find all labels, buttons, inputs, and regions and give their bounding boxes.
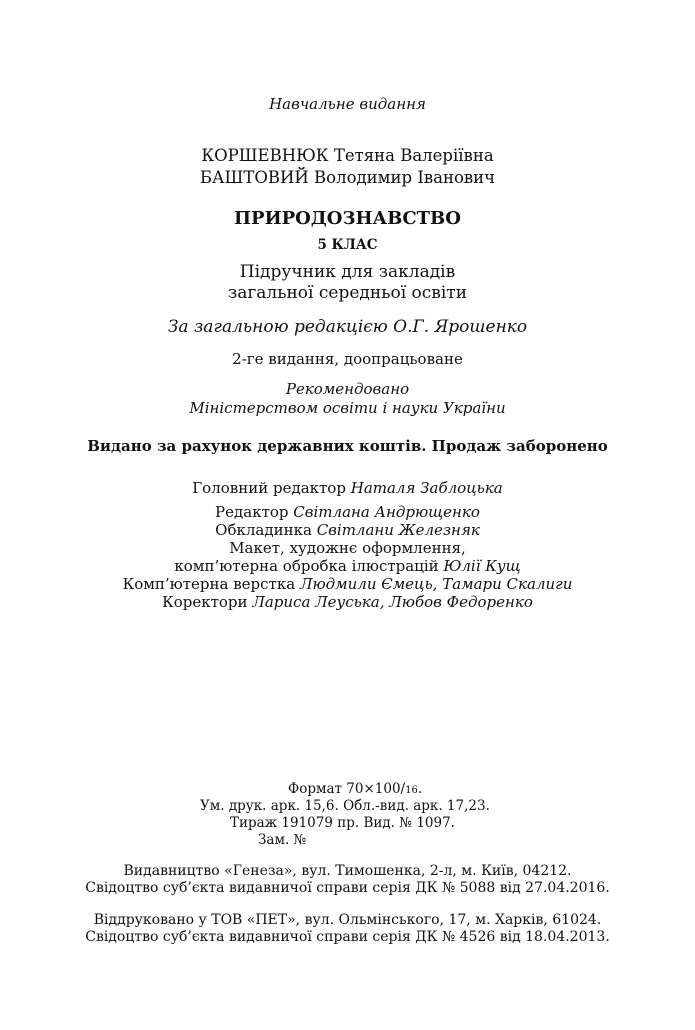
recommended-line-1: Рекомендовано [285, 380, 410, 398]
layout-credit: Макет, художнє оформлення, [229, 539, 466, 557]
proofreaders-label: Коректори [162, 593, 248, 611]
publisher-line-2: Свідоцтво суб’єкта видавничої справи серія ДК № 5088 від 27.04.2016. [85, 880, 610, 896]
typesetting-credit [0, 575, 695, 593]
author-2 [0, 168, 695, 187]
chief-editor [0, 479, 695, 497]
cover-credit [0, 521, 695, 539]
author-1 [0, 146, 695, 165]
cover-name: Світлани Железняк [316, 521, 480, 539]
subtitle-line-1: Підручник для закладів [239, 262, 456, 282]
typesetting-label: Комп’ютерна верстка [122, 575, 296, 593]
illustrations-name: Юлії Кущ [443, 557, 521, 575]
format-end: . [417, 781, 423, 797]
illustrations-credit [0, 557, 695, 575]
proofreaders-name: Лариса Леуська, Любов Федоренко [252, 593, 533, 611]
print-run-spec: Тираж 191079 пр. Вид. № 1097. [230, 815, 455, 831]
format-spec [288, 781, 422, 797]
subtitle-line-2: загальної середньої освіти [227, 283, 468, 303]
book-title: ПРИРОДОЗНАВСТВО [234, 208, 461, 229]
recommended-line-2: Міністерством освіти і науки України [189, 399, 506, 417]
author-1-name: Тетяна Валеріївна [333, 146, 494, 165]
sheets-spec: Ум. друк. арк. 15,6. Обл.-вид. арк. 17,23. [200, 798, 490, 814]
proofreaders-credit [0, 593, 695, 611]
illustrations-label: комп’ютерна обробка ілюстрацій [174, 557, 439, 575]
author-2-surname: БАШТОВИЙ [199, 168, 309, 187]
publisher-line-1: Видавництво «Генеза», вул. Тимошенка, 2-л, м. Київ, 04212. [123, 863, 572, 879]
typesetting-name: Людмили Ємець, Тамари Скалиги [299, 575, 573, 593]
editor-label: Редактор [215, 503, 289, 521]
state-funds-notice: Видано за рахунок державних коштів. Продаж заборонено [87, 437, 608, 455]
grade: 5 КЛАС [317, 237, 378, 253]
editor [0, 503, 695, 521]
printer-line-1: Віддруковано у ТОВ «ПЕТ», вул. Ольмінського, 17, м. Харків, 61024. [93, 912, 602, 928]
format-sub: 16 [405, 785, 418, 796]
format-label: Формат 70×100/ [288, 781, 406, 797]
chief-editor-name: Наталя Заблоцька [350, 479, 503, 497]
author-1-surname: КОРШЕВНЮК [201, 146, 329, 165]
author-2-name: Володимир Іванович [314, 168, 496, 187]
order-spec: Зам. № [258, 832, 307, 848]
edition-info: 2-ге видання, доопрацьоване [232, 350, 463, 368]
cover-label: Обкладинка [215, 521, 312, 539]
general-editor: За загальною редакцією О.Г. Ярошенко [167, 317, 528, 337]
chief-editor-label: Головний редактор [192, 479, 346, 497]
editor-name: Світлана Андрющенко [293, 503, 480, 521]
edition-type: Навчальне видання [269, 95, 426, 113]
printer-line-2: Свідоцтво суб’єкта видавничої справи серія ДК № 4526 від 18.04.2013. [85, 929, 610, 945]
